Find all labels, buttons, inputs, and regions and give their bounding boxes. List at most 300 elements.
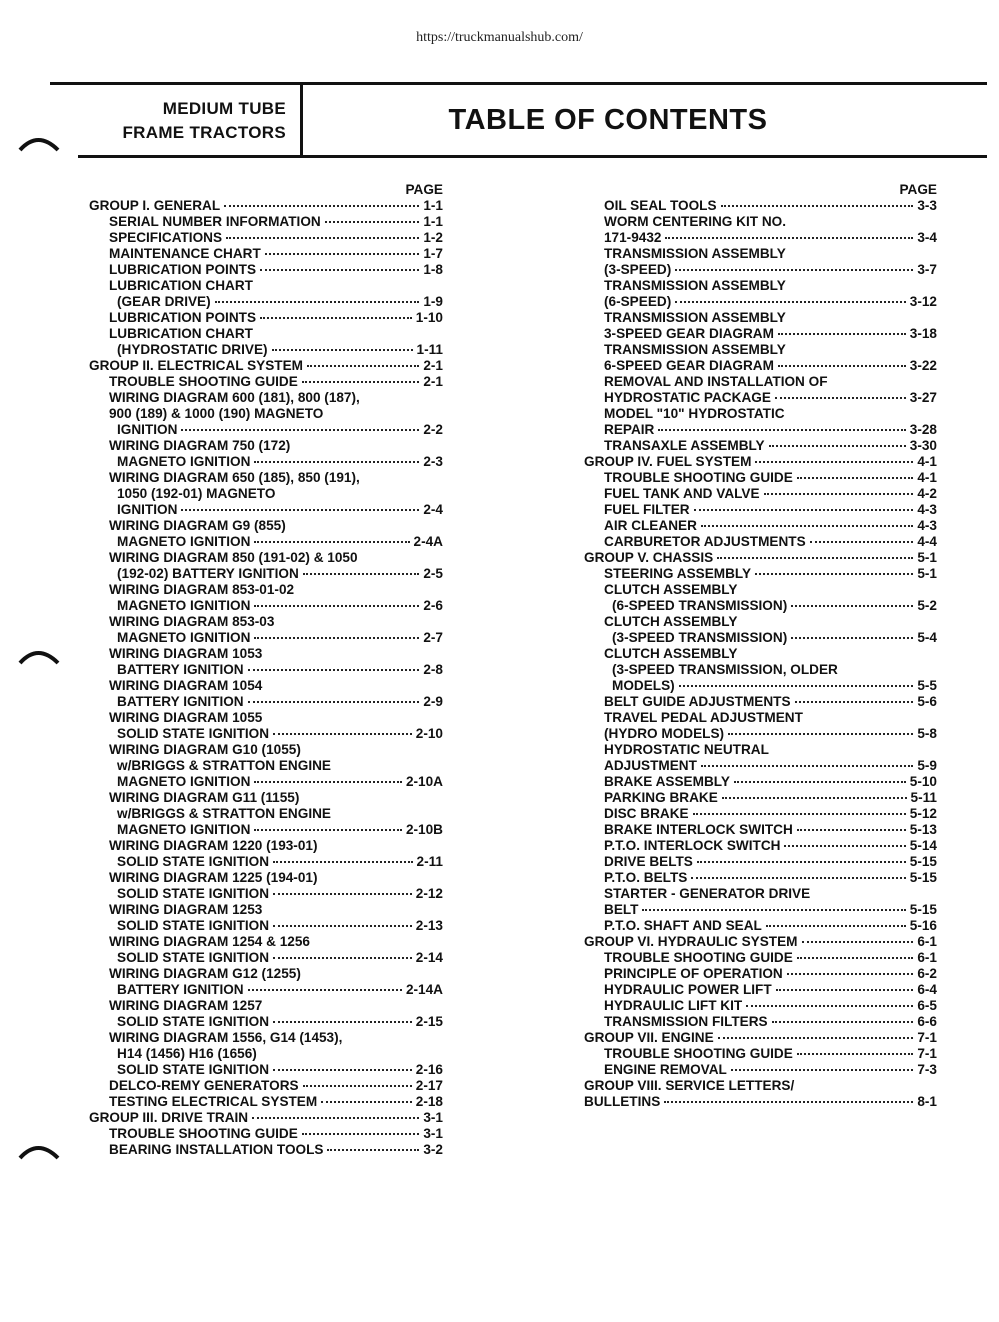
toc-entry [89, 630, 443, 646]
toc-entry-page: 6-5 [917, 998, 937, 1013]
toc-entry [89, 406, 443, 422]
toc-entry-label: BELT GUIDE ADJUSTMENTS [604, 694, 791, 709]
toc-entry-label: WIRING DIAGRAM 600 (181), 800 (187), [109, 390, 360, 405]
toc-entry [89, 470, 443, 486]
dot-leader [303, 573, 420, 575]
dot-leader [694, 509, 914, 511]
dot-leader [787, 973, 914, 975]
toc-entry [584, 294, 937, 310]
toc-entry-page: 4-1 [917, 470, 937, 485]
toc-entry-label: SOLID STATE IGNITION [117, 1062, 270, 1077]
toc-entry-page: 5-8 [917, 726, 937, 741]
toc-entry-page: 3-1 [423, 1126, 443, 1141]
toc-entry-page: 2-6 [423, 598, 443, 613]
toc-entry-page: 2-10A [405, 774, 443, 789]
toc-entry-label: MODELS) [612, 678, 675, 693]
toc-entry-page: 5-16 [909, 918, 937, 933]
toc-entry-page: 6-6 [917, 1014, 937, 1029]
toc-entry-label: BRAKE INTERLOCK SWITCH [604, 822, 793, 837]
toc-entry-label: MODEL "10" HYDROSTATIC [604, 406, 785, 421]
toc-entry-label: 1050 (192-01) MAGNETO [117, 486, 276, 501]
toc-entry-label: WIRING DIAGRAM 1257 [109, 998, 263, 1013]
toc-entry-page: 3-22 [909, 358, 937, 373]
toc-entry [584, 934, 937, 950]
toc-entry-label: TROUBLE SHOOTING GUIDE [604, 470, 793, 485]
dot-leader [791, 605, 913, 607]
toc-entry-label: WIRING DIAGRAM 650 (185), 850 (191), [109, 470, 360, 485]
toc-entry-page: 2-2 [423, 422, 443, 437]
toc-entry-page: 2-18 [415, 1094, 443, 1109]
toc-entry [584, 982, 937, 998]
toc-entry-page: 4-3 [917, 518, 937, 533]
toc-entry [89, 790, 443, 806]
toc-entry-label: BATTERY IGNITION [117, 694, 244, 709]
dot-leader [273, 893, 412, 895]
toc-entry-label: MAGNETO IGNITION [117, 598, 251, 613]
toc-entry [89, 614, 443, 630]
toc-entry-label: MAGNETO IGNITION [117, 534, 251, 549]
toc-left-list [89, 198, 443, 1158]
toc-entry-label: SOLID STATE IGNITION [117, 726, 270, 741]
header-bottom-rule [78, 155, 987, 158]
dot-leader [181, 429, 419, 431]
toc-entry-label: STARTER - GENERATOR DRIVE [604, 886, 811, 901]
toc-entry-label: w/BRIGGS & STRATTON ENGINE [117, 758, 331, 773]
toc-entry [584, 214, 937, 230]
toc-entry-page: 2-4A [413, 534, 443, 549]
toc-entry [89, 886, 443, 902]
toc-entry-label: 171-9432 [604, 230, 662, 245]
toc-entry-label: TRANSMISSION ASSEMBLY [604, 342, 786, 357]
toc-entry [584, 342, 937, 358]
toc-entry [89, 870, 443, 886]
toc-entry [89, 918, 443, 934]
toc-entry [584, 470, 937, 486]
dot-leader [769, 445, 906, 447]
toc-entry-label: WIRING DIAGRAM 750 (172) [109, 438, 291, 453]
toc-entry-page: 2-14 [415, 950, 443, 965]
toc-entry [584, 630, 937, 646]
dot-leader [772, 1021, 914, 1023]
toc-entry [584, 1062, 937, 1078]
toc-entry-label: WORM CENTERING KIT NO. [604, 214, 786, 229]
toc-entry-page: 5-12 [909, 806, 937, 821]
dot-leader [797, 477, 914, 479]
dot-leader [273, 861, 412, 863]
toc-entry-page: 5-15 [909, 870, 937, 885]
toc-entry [89, 982, 443, 998]
toc-entry [584, 246, 937, 262]
toc-entry [584, 390, 937, 406]
toc-entry-page: 2-15 [415, 1014, 443, 1029]
toc-entry-page: 3-7 [917, 262, 937, 277]
toc-entry-page: 4-4 [917, 534, 937, 549]
toc-entry [89, 1094, 443, 1110]
toc-entry-label: BEARING INSTALLATION TOOLS [109, 1142, 324, 1157]
toc-entry-page: 2-17 [415, 1078, 443, 1093]
toc-entry-page: 5-2 [917, 598, 937, 613]
toc-entry-label: DISC BRAKE [604, 806, 689, 821]
toc-entry-label: GROUP VII. ENGINE [584, 1030, 714, 1045]
toc-entry-label: LUBRICATION CHART [109, 278, 253, 293]
toc-entry-label: 3-SPEED GEAR DIAGRAM [604, 326, 774, 341]
header-top-rule [50, 82, 987, 85]
dot-leader [791, 637, 913, 639]
dot-leader [252, 1117, 419, 1119]
toc-entry-page: 3-1 [423, 1110, 443, 1125]
dot-leader [675, 301, 906, 303]
toc-entry-label: FUEL TANK AND VALVE [604, 486, 760, 501]
toc-entry-label: TROUBLE SHOOTING GUIDE [604, 950, 793, 965]
toc-entry-label: TRANSAXLE ASSEMBLY [604, 438, 765, 453]
toc-entry-page: 2-10 [415, 726, 443, 741]
toc-entry-page: 5-15 [909, 902, 937, 917]
toc-entry-page: 7-1 [917, 1030, 937, 1045]
toc-entry-page: 1-1 [423, 198, 443, 213]
dot-leader [254, 541, 409, 543]
toc-entry [584, 486, 937, 502]
toc-entry [584, 262, 937, 278]
toc-entry [89, 678, 443, 694]
dot-leader [273, 1021, 412, 1023]
dot-leader [327, 1149, 419, 1151]
toc-entry [89, 646, 443, 662]
toc-entry-page: 2-7 [423, 630, 443, 645]
toc-entry-label: ENGINE REMOVAL [604, 1062, 727, 1077]
toc-right-column [584, 182, 937, 1110]
dot-leader [701, 765, 913, 767]
toc-entry [89, 326, 443, 342]
toc-entry-label: HYDROSTATIC NEUTRAL [604, 742, 769, 757]
toc-entry-page: 5-15 [909, 854, 937, 869]
toc-entry-label: WIRING DIAGRAM 1055 [109, 710, 263, 725]
toc-entry-label: WIRING DIAGRAM 1054 [109, 678, 263, 693]
toc-entry-page: 4-3 [917, 502, 937, 517]
toc-entry-label: CARBURETOR ADJUSTMENTS [604, 534, 806, 549]
dot-leader [302, 381, 420, 383]
toc-entry-label: (6-SPEED TRANSMISSION) [612, 598, 788, 613]
toc-entry-page: 4-2 [917, 486, 937, 501]
toc-entry [584, 790, 937, 806]
toc-entry-page: 2-1 [423, 358, 443, 373]
dot-leader [797, 829, 906, 831]
toc-entry [584, 918, 937, 934]
toc-entry-label: TRAVEL PEDAL ADJUSTMENT [604, 710, 803, 725]
toc-entry [584, 966, 937, 982]
binder-hole-mark [18, 647, 62, 667]
toc-entry [584, 358, 937, 374]
toc-entry-label: GROUP I. GENERAL [89, 198, 221, 213]
toc-entry [584, 694, 937, 710]
toc-entry-page: 5-11 [910, 790, 937, 805]
dot-leader [675, 269, 913, 271]
toc-entry-label: WIRING DIAGRAM 850 (191-02) & 1050 [109, 550, 358, 565]
toc-entry-page: 2-8 [423, 662, 443, 677]
toc-entry-page: 5-1 [917, 566, 937, 581]
toc-entry [584, 454, 937, 470]
dot-leader [260, 269, 419, 271]
toc-entry-label: GROUP VIII. SERVICE LETTERS/ [584, 1078, 795, 1093]
dot-leader [307, 365, 419, 367]
dot-leader [795, 701, 914, 703]
toc-entry-label: GROUP IV. FUEL SYSTEM [584, 454, 752, 469]
toc-entry [89, 1126, 443, 1142]
toc-entry-page: 3-4 [917, 230, 937, 245]
toc-entry [89, 262, 443, 278]
toc-entry [89, 1062, 443, 1078]
toc-entry [89, 342, 443, 358]
toc-entry [584, 614, 937, 630]
source-url: https://truckmanualshub.com/ [416, 30, 583, 45]
toc-entry-page: 3-18 [909, 326, 937, 341]
toc-entry-page: 3-3 [917, 198, 937, 213]
toc-entry [584, 742, 937, 758]
dot-leader [664, 1101, 913, 1103]
toc-entry-label: HYDROSTATIC PACKAGE [604, 390, 771, 405]
toc-entry-label: MAGNETO IGNITION [117, 630, 251, 645]
toc-entry [584, 582, 937, 598]
toc-entry [89, 198, 443, 214]
toc-entry-page: 1-2 [423, 230, 443, 245]
toc-entry [89, 422, 443, 438]
dot-leader [797, 1053, 914, 1055]
page-column-heading: PAGE [405, 182, 443, 197]
toc-entry [89, 838, 443, 854]
toc-entry-label: TROUBLE SHOOTING GUIDE [604, 1046, 793, 1061]
toc-entry [584, 646, 937, 662]
dot-leader [254, 605, 419, 607]
toc-entry [584, 886, 937, 902]
toc-entry-label: GROUP V. CHASSIS [584, 550, 714, 565]
dot-leader [226, 237, 419, 239]
dot-leader [775, 397, 906, 399]
dot-leader [693, 813, 906, 815]
toc-entry-label: HYDRAULIC LIFT KIT [604, 998, 743, 1013]
toc-entry-page: 2-13 [415, 918, 443, 933]
toc-entry-page: 5-6 [917, 694, 937, 709]
toc-entry [89, 662, 443, 678]
toc-entry-label: REMOVAL AND INSTALLATION OF [604, 374, 828, 389]
toc-entry-label: P.T.O. SHAFT AND SEAL [604, 918, 762, 933]
toc-entry-page: 3-28 [909, 422, 937, 437]
toc-entry-page: 1-10 [415, 310, 443, 325]
toc-entry-page: 6-2 [917, 966, 937, 981]
toc-entry-label: WIRING DIAGRAM 1556, G14 (1453), [109, 1030, 343, 1045]
dot-leader [254, 637, 419, 639]
dot-leader [718, 1037, 914, 1039]
dot-leader [260, 317, 412, 319]
toc-left-column [89, 182, 443, 1158]
toc-entry-page: 2-1 [423, 374, 443, 389]
toc-entry [89, 822, 443, 838]
toc-entry [584, 1030, 937, 1046]
dot-leader [766, 925, 906, 927]
toc-entry-page: 2-4 [423, 502, 443, 517]
dot-leader [181, 509, 419, 511]
dot-leader [303, 1085, 412, 1087]
dot-leader [701, 525, 913, 527]
toc-entry [89, 534, 443, 550]
toc-entry-label: LUBRICATION POINTS [109, 262, 257, 277]
toc-entry-label: SERIAL NUMBER INFORMATION [109, 214, 321, 229]
toc-entry [89, 598, 443, 614]
toc-entry-label: CLUTCH ASSEMBLY [604, 614, 738, 629]
toc-entry-page: 2-11 [416, 854, 443, 869]
dot-leader [776, 989, 914, 991]
toc-entry [584, 326, 937, 342]
toc-entry [584, 278, 937, 294]
toc-entry-label: TRANSMISSION ASSEMBLY [604, 278, 786, 293]
toc-entry-page: 3-2 [423, 1142, 443, 1157]
toc-entry-label: WIRING DIAGRAM 1225 (194-01) [109, 870, 318, 885]
toc-entry-page: 1-8 [423, 262, 443, 277]
toc-entry-label: MAGNETO IGNITION [117, 774, 251, 789]
toc-entry-label: TRANSMISSION ASSEMBLY [604, 310, 786, 325]
toc-entry-page: 5-4 [917, 630, 937, 645]
dot-leader [721, 205, 914, 207]
toc-entry-page: 2-16 [415, 1062, 443, 1077]
toc-entry [89, 998, 443, 1014]
binder-hole-mark [18, 134, 62, 154]
toc-entry [584, 230, 937, 246]
toc-entry [89, 214, 443, 230]
toc-entry-page: 3-27 [909, 390, 937, 405]
toc-entry-page: 2-5 [423, 566, 443, 581]
toc-entry-label: (6-SPEED) [604, 294, 672, 309]
toc-entry-label: P.T.O. BELTS [604, 870, 688, 885]
toc-entry [584, 422, 937, 438]
page-column-heading: PAGE [899, 182, 937, 197]
toc-entry-page: 2-14A [405, 982, 443, 997]
toc-entry [89, 1014, 443, 1030]
toc-entry-label: TESTING ELECTRICAL SYSTEM [109, 1094, 318, 1109]
toc-entry-page: 1-7 [423, 246, 443, 261]
toc-entry [584, 502, 937, 518]
manual-subtitle [60, 97, 286, 145]
toc-entry [89, 1110, 443, 1126]
toc-entry [89, 726, 443, 742]
toc-entry-label: CLUTCH ASSEMBLY [604, 582, 738, 597]
toc-entry-label: WIRING DIAGRAM G9 (855) [109, 518, 286, 533]
dot-leader [810, 541, 914, 543]
toc-entry [584, 534, 937, 550]
toc-entry-page: 3-30 [909, 438, 937, 453]
dot-leader [778, 333, 906, 335]
dot-leader [746, 1005, 913, 1007]
dot-leader [248, 989, 402, 991]
toc-entry-page: 3-12 [909, 294, 937, 309]
toc-entry-label: H14 (1456) H16 (1656) [117, 1046, 257, 1061]
toc-entry-label: BRAKE ASSEMBLY [604, 774, 730, 789]
toc-entry-page: 7-3 [917, 1062, 937, 1077]
toc-entry-label: BATTERY IGNITION [117, 662, 244, 677]
toc-entry-page: 5-14 [909, 838, 937, 853]
dot-leader [731, 1069, 913, 1071]
toc-entry-page: 2-9 [423, 694, 443, 709]
toc-entry-label: BATTERY IGNITION [117, 982, 244, 997]
toc-entry-page: 2-12 [415, 886, 443, 901]
dot-leader [273, 733, 412, 735]
toc-entry [584, 310, 937, 326]
toc-entry-label: TRANSMISSION ASSEMBLY [604, 246, 786, 261]
page-title: TABLE OF CONTENTS [448, 104, 768, 136]
toc-entry-page: 5-5 [917, 678, 937, 693]
toc-entry [584, 438, 937, 454]
toc-entry-label: IGNITION [117, 502, 178, 517]
toc-entry-page: 5-1 [917, 550, 937, 565]
toc-entry-page: 8-1 [917, 1094, 937, 1109]
toc-entry [89, 518, 443, 534]
toc-entry [89, 390, 443, 406]
toc-entry-label: (192-02) BATTERY IGNITION [117, 566, 299, 581]
toc-entry-label: TRANSMISSION FILTERS [604, 1014, 768, 1029]
toc-entry-label: ADJUSTMENT [604, 758, 697, 773]
dot-leader [254, 829, 402, 831]
toc-entry-label: FUEL FILTER [604, 502, 690, 517]
toc-entry-label: (3-SPEED TRANSMISSION, OLDER [612, 662, 838, 677]
toc-entry-label: HYDRAULIC POWER LIFT [604, 982, 772, 997]
toc-entry-page: 2-3 [423, 454, 443, 469]
toc-entry-page: 1-11 [416, 342, 443, 357]
toc-entry [89, 1078, 443, 1094]
toc-entry [89, 934, 443, 950]
toc-entry [89, 566, 443, 582]
toc-entry [584, 838, 937, 854]
toc-entry [89, 806, 443, 822]
toc-entry [584, 566, 937, 582]
toc-entry-page: 4-1 [917, 454, 937, 469]
dot-leader [302, 1133, 420, 1135]
toc-entry-label: GROUP VI. HYDRAULIC SYSTEM [584, 934, 798, 949]
toc-entry-label: BELT [604, 902, 639, 917]
dot-leader [273, 957, 412, 959]
toc-entry-label: IGNITION [117, 422, 178, 437]
dot-leader [642, 909, 905, 911]
toc-entry [89, 582, 443, 598]
toc-entry-label: w/BRIGGS & STRATTON ENGINE [117, 806, 331, 821]
toc-entry [89, 374, 443, 390]
dot-leader [658, 429, 905, 431]
dot-leader [224, 205, 419, 207]
toc-entry-label: WIRING DIAGRAM 853-03 [109, 614, 275, 629]
dot-leader [321, 1101, 412, 1103]
toc-entry-page: 1-1 [423, 214, 443, 229]
toc-entry [89, 742, 443, 758]
toc-entry-label: (3-SPEED) [604, 262, 672, 277]
toc-entry-label: GROUP II. ELECTRICAL SYSTEM [89, 358, 304, 373]
dot-leader [778, 365, 906, 367]
toc-entry [584, 406, 937, 422]
toc-entry [584, 774, 937, 790]
toc-entry [89, 758, 443, 774]
toc-entry-page: 6-1 [917, 934, 937, 949]
toc-entry-page: 6-1 [917, 950, 937, 965]
toc-entry-label: CLUTCH ASSEMBLY [604, 646, 738, 661]
toc-entry [89, 278, 443, 294]
toc-entry [584, 726, 937, 742]
toc-entry [584, 758, 937, 774]
toc-entry-label: LUBRICATION POINTS [109, 310, 257, 325]
toc-entry-label: GROUP III. DRIVE TRAIN [89, 1110, 249, 1125]
toc-entry-label: TROUBLE SHOOTING GUIDE [109, 1126, 298, 1141]
toc-entry [584, 854, 937, 870]
toc-entry [89, 358, 443, 374]
dot-leader [265, 253, 420, 255]
toc-entry-label: (GEAR DRIVE) [117, 294, 211, 309]
toc-entry-page: 6-4 [917, 982, 937, 997]
dot-leader [254, 461, 419, 463]
dot-leader [717, 557, 913, 559]
